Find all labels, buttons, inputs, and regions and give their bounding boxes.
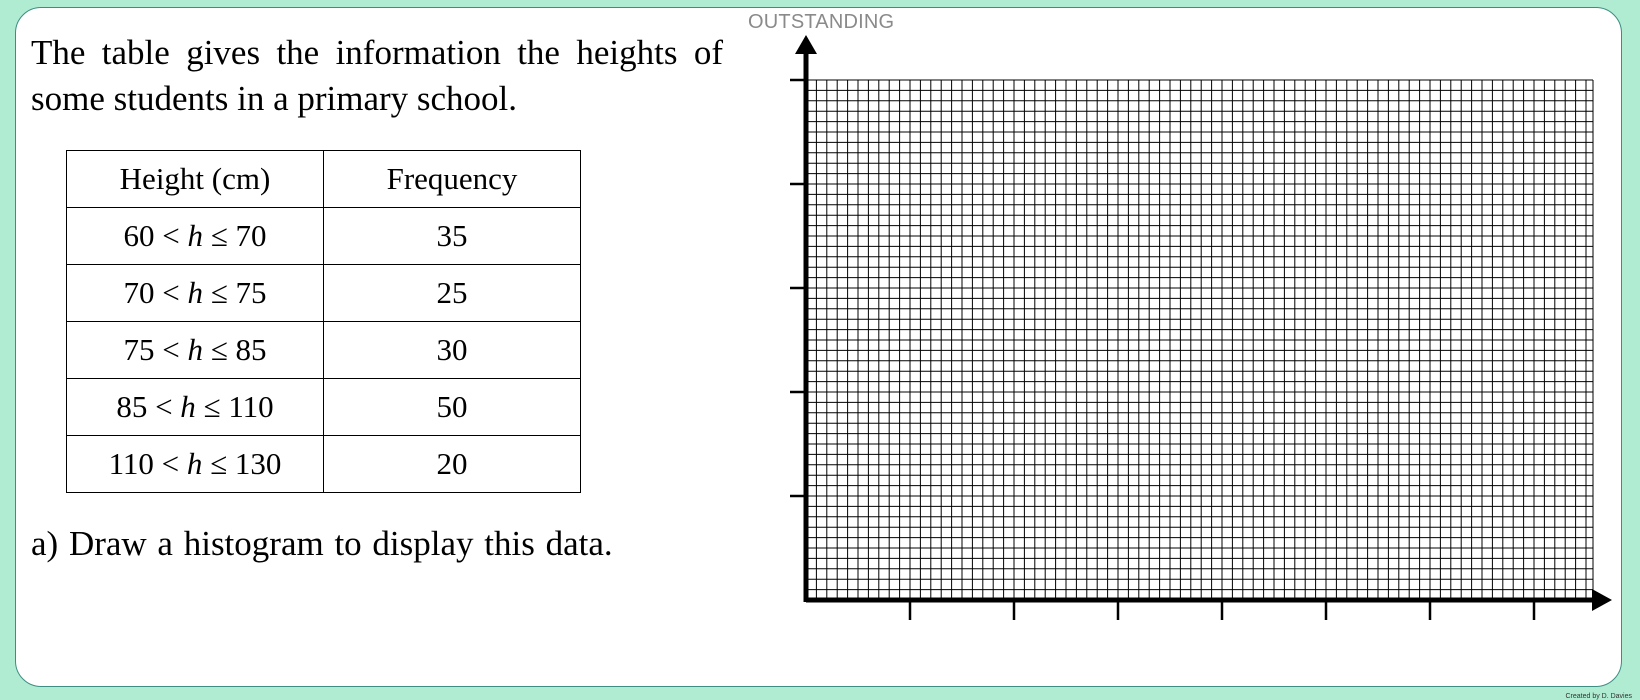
frequency-cell: 35 — [324, 208, 581, 265]
question-part-a: a) Draw a histogram to display this data. — [31, 524, 613, 563]
header-height: Height (cm) — [67, 151, 324, 208]
y-axis-arrow — [795, 35, 817, 54]
header-frequency: Frequency — [324, 151, 581, 208]
frequency-cell: 50 — [324, 379, 581, 436]
height-class-cell: 70 < h ≤ 75 — [67, 265, 324, 322]
frequency-cell: 20 — [324, 436, 581, 493]
height-class-cell: 60 < h ≤ 70 — [67, 208, 324, 265]
height-class-cell: 110 < h ≤ 130 — [67, 436, 324, 493]
x-axis-arrow — [1592, 589, 1612, 611]
credit-text: Created by D. Davies — [1565, 693, 1632, 700]
frequency-cell: 25 — [324, 265, 581, 322]
frequency-cell: 30 — [324, 322, 581, 379]
question-text: The table gives the information the heights of some students in a primary school. — [31, 33, 723, 118]
height-class-cell: 75 < h ≤ 85 — [67, 322, 324, 379]
difficulty-label: OUTSTANDING — [748, 11, 895, 33]
height-class-cell: 85 < h ≤ 110 — [67, 379, 324, 436]
